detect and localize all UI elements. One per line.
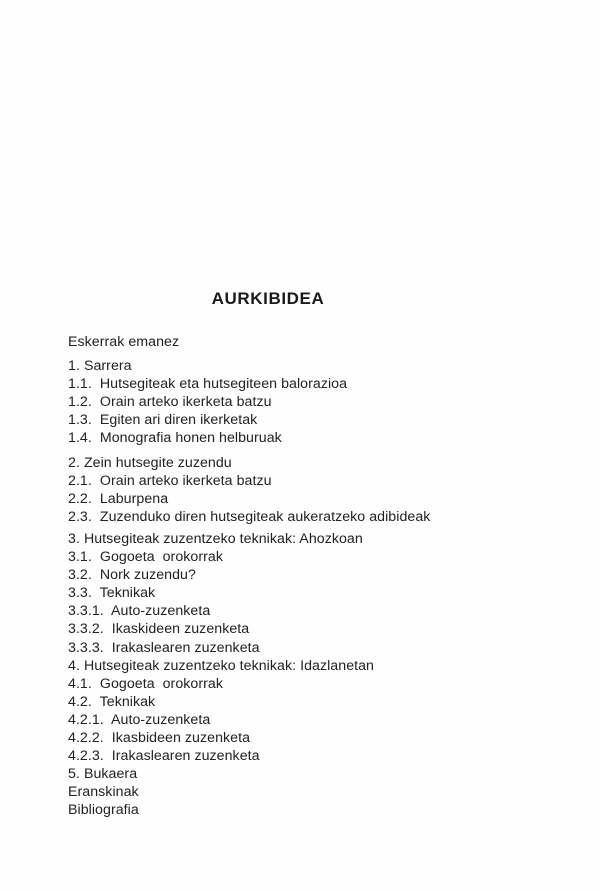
- toc-entry-label: Gogoeta orokorrak: [99, 675, 223, 692]
- toc-entry-number: 5.: [68, 766, 80, 783]
- toc-entry-separator: [104, 640, 112, 656]
- toc-entry-number: 2.: [68, 454, 80, 471]
- toc-entry-number: 2.3.: [68, 508, 92, 525]
- toc-entry-separator: [92, 567, 100, 583]
- toc-entry-number: 3.: [68, 530, 80, 547]
- toc-entry-label: Hutsegiteak eta hutsegiteen balorazioa: [99, 376, 348, 393]
- toc-entry-label: Teknikak: [99, 693, 156, 710]
- page-title: AURKIBIDEA: [211, 289, 325, 308]
- toc-entry-separator: [92, 549, 100, 565]
- toc-entry-label: Irakaslearen zuzenketa: [111, 639, 260, 656]
- toc-entry-number: 1.4.: [68, 430, 92, 447]
- toc-entry-label: Laburpena: [99, 490, 169, 507]
- toc-entry-number: 4.2.: [68, 693, 92, 710]
- toc-entry-label: Monografia honen helburuak: [99, 430, 282, 447]
- toc-entry-label: Eskerrak emanez: [68, 334, 180, 350]
- toc-entry: [68, 711, 430, 729]
- toc-entry-label: Ikasbideen zuzenketa: [111, 729, 251, 746]
- toc-entry-label: Sarrera: [83, 358, 132, 375]
- toc-entry-separator: [92, 694, 100, 710]
- toc-entry: [68, 375, 430, 393]
- toc-entry-label: Bibliografia: [68, 802, 139, 819]
- toc-entry: [68, 584, 430, 602]
- toc-entry: [68, 675, 430, 693]
- toc-entry-number: 1.3.: [68, 412, 92, 429]
- toc-entry-number: 3.3.1.: [68, 603, 104, 620]
- toc-entry-number: 3.3.3.: [68, 639, 104, 656]
- toc-entry-number: 2.1.: [68, 472, 92, 489]
- toc-entry: [68, 620, 430, 638]
- toc-entry-separator: [92, 430, 100, 446]
- toc-entry-label: Egiten ari diren ikerketak: [99, 412, 258, 429]
- toc-entry-label: Auto-zuzenketa: [111, 711, 211, 728]
- toc-entry: [68, 548, 430, 566]
- toc-entry: [68, 454, 430, 472]
- toc-entry-number: 3.1.: [68, 549, 92, 566]
- toc-entry: [68, 639, 430, 657]
- toc-entry-label: Zuzenduko diren hutsegiteak aukeratzeko adibideak: [99, 508, 431, 525]
- toc-entry-number: 3.2.: [68, 567, 92, 584]
- toc-entry-number: 1.: [68, 358, 80, 375]
- toc-entry: [68, 693, 430, 711]
- toc-entry-number: 4.: [68, 657, 80, 674]
- toc-entry-separator: [92, 585, 100, 601]
- toc-entry: [68, 490, 430, 508]
- toc-entry-label: Orain arteko ikerketa batzu: [99, 394, 272, 411]
- toc-entry: [68, 729, 430, 747]
- toc-entry-number: 1.2.: [68, 394, 92, 411]
- toc-entry-label: Zein hutsegite zuzendu: [83, 454, 232, 471]
- toc-entry-label: Eranskinak: [68, 784, 139, 801]
- toc-entry-number: 4.2.2.: [68, 729, 104, 746]
- toc-entry-label: Teknikak: [99, 585, 156, 602]
- toc-entry-separator: [92, 509, 100, 525]
- toc-entry-label: Auto-zuzenketa: [111, 603, 211, 620]
- toc-entry-number: 3.3.2.: [68, 621, 104, 638]
- toc-entry: [68, 411, 430, 429]
- toc-entry-number: 4.2.1.: [68, 711, 104, 728]
- toc-entry: [68, 602, 430, 620]
- toc-entry-label: Bukaera: [83, 766, 138, 783]
- toc-entry: [68, 472, 430, 490]
- toc-entry: [68, 801, 430, 819]
- toc-entry: [68, 333, 430, 351]
- toc-entry-number: 4.2.3.: [68, 748, 104, 765]
- toc-entry-label: Nork zuzendu?: [99, 567, 196, 584]
- toc-entry-separator: [104, 748, 112, 764]
- toc-entry-label: Ikaskideen zuzenketa: [111, 621, 250, 638]
- toc-entry-number: 4.1.: [68, 675, 92, 692]
- toc-entry-separator: [92, 473, 100, 489]
- toc-entry: [68, 393, 430, 411]
- toc-entry: [68, 508, 430, 526]
- toc-entry: [68, 530, 430, 548]
- toc-entry-label: Orain arteko ikerketa batzu: [99, 472, 272, 489]
- toc-entry-separator: [104, 730, 112, 746]
- toc-entry-number: 3.3.: [68, 585, 92, 602]
- toc-entry: [68, 429, 430, 447]
- toc-entry-separator: [92, 676, 100, 692]
- toc-entry: [68, 747, 430, 765]
- table-of-contents: [68, 333, 430, 819]
- toc-entry-separator: [104, 621, 112, 637]
- toc-entry: [68, 765, 430, 783]
- toc-entry-separator: [104, 712, 111, 728]
- toc-entry-separator: [92, 491, 100, 507]
- toc-entry-separator: [104, 603, 111, 619]
- toc-entry-label: Irakaslearen zuzenketa: [111, 748, 260, 765]
- toc-entry-label: Gogoeta orokorrak: [99, 549, 223, 566]
- toc-entry-separator: [92, 376, 100, 392]
- toc-entry-number: 1.1.: [68, 376, 92, 393]
- toc-entry-label: Hutsegiteak zuzentzeko teknikak: Ahozkoan: [83, 530, 363, 547]
- toc-entry-separator: [92, 394, 100, 410]
- toc-entry: [68, 566, 430, 584]
- toc-entry-number: 2.2.: [68, 490, 92, 507]
- toc-entry: [68, 357, 430, 375]
- toc-entry: [68, 783, 430, 801]
- toc-entry-separator: [92, 412, 100, 428]
- toc-entry-label: Hutsegiteak zuzentzeko teknikak: Idazlanetan: [83, 657, 375, 674]
- toc-entry: [68, 657, 430, 675]
